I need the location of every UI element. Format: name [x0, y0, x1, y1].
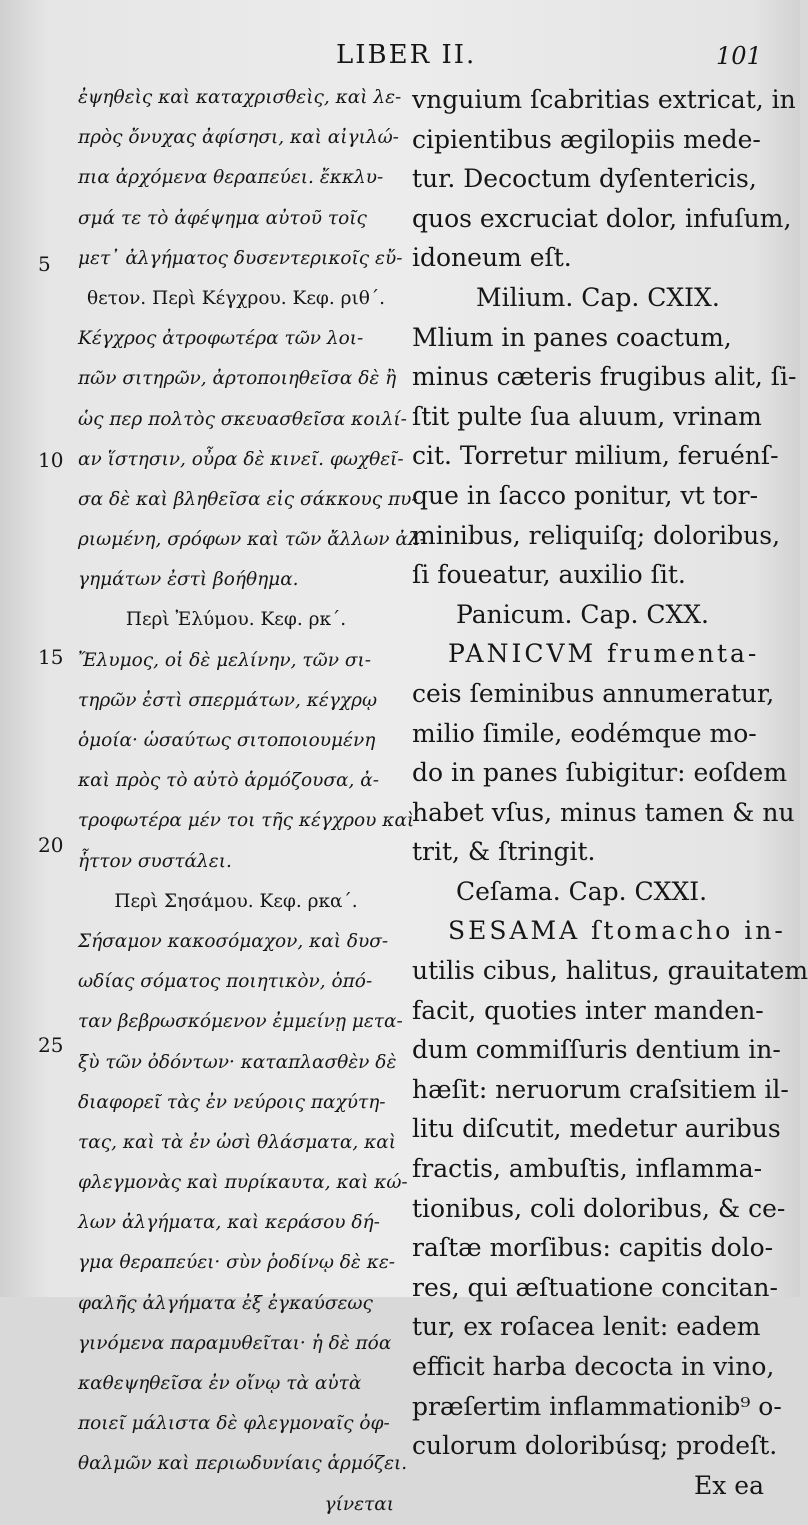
greek-line: φαλῆς ἀλγήματα ἐξ ἐγκαύσεως — [78, 1292, 373, 1314]
line-number: 15 — [38, 645, 64, 669]
greek-line: Ἔλυμος, οἱ δὲ μελίνην, τῶν σι- — [78, 649, 371, 671]
latin-line: facit, quoties inter manden- — [412, 995, 764, 1025]
greek-line: καθεψηθεῖσα ἐν οἴνῳ τὰ αὐτὰ — [78, 1373, 362, 1394]
latin-line: litu diſcutit, medetur auribus — [412, 1114, 781, 1144]
greek-chapter-heading-panicum: Περὶ Ἐλύμου. Κεφ. ρκ´. — [125, 609, 347, 631]
latin-line: dum commiſſuris dentium in- — [412, 1035, 781, 1065]
greek-line: ὡς περ πολτὸς σκευασθεῖσα κοιλί- — [78, 408, 407, 430]
latin-chapter-heading-milium: Milium. Cap. CXIX. — [476, 282, 720, 312]
greek-line: διαφορεῖ τὰς ἐν νεύροις παχύτη- — [78, 1091, 386, 1113]
greek-chapter-heading-milium: θετον. Περὶ Κέγχρου. Κεφ. ριθ´. — [86, 287, 386, 309]
latin-line: cit. Torretur milium, feruénſ- — [412, 441, 779, 471]
greek-line: πια ἀρχόμενα θεραπεύει. ἔκκλυ- — [78, 167, 384, 189]
greek-line: ξὺ τῶν ὀδόντων· καταπλασθὲν δὲ — [78, 1051, 397, 1073]
latin-line: Mlium in panes coactum, — [412, 322, 732, 352]
greek-line: τας, καὶ τὰ ἐν ὠσὶ θλάσματα, καὶ — [78, 1131, 396, 1153]
greek-line: τηρῶν ἐστὶ σπερμάτων, κέγχρῳ — [78, 689, 378, 711]
greek-line: γμα θεραπεύει· σὺν ῥοδίνῳ δὲ κε- — [78, 1252, 396, 1274]
greek-line: γημάτων ἐστὶ βοήθημα. — [78, 569, 299, 591]
latin-line: ſtit pulte ſua aluum, vrinam — [412, 401, 762, 431]
latin-line: PANICVM frumenta- — [448, 639, 760, 669]
latin-line: utilis cibus, halitus, grauitatem — [412, 956, 808, 986]
running-title: LIBER II. — [336, 40, 477, 70]
latin-line: cipientibus ægilopiis mede- — [412, 124, 761, 154]
latin-line: quos excruciat dolor, infuſum, — [412, 203, 792, 233]
latin-line: milio ſimile, eodémque mo- — [412, 718, 757, 748]
line-number: 20 — [38, 833, 64, 857]
greek-line: ταν βεβρωσκόμενον ἐμμείνῃ μετα- — [78, 1011, 403, 1033]
latin-line: res, qui æſtuatione concitan- — [412, 1272, 778, 1302]
latin-line: raſtæ morſibus: capitis dolo- — [412, 1233, 774, 1263]
latin-chapter-heading-sesama: Ceſama. Cap. CXXI. — [456, 876, 708, 906]
greek-line: καὶ πρὸς τὸ αὐτὸ ἁρμόζουσα, ἀ- — [78, 770, 379, 792]
latin-line: tionibus, coli doloribus, & ce- — [412, 1193, 786, 1223]
latin-line: trit, & ſtringit. — [412, 837, 596, 867]
greek-chapter-heading-sesama: Περὶ Σησάμου. Κεφ. ρκα´. — [114, 890, 358, 912]
latin-line: vnguium ſcabritias extricat, in — [412, 85, 796, 114]
latin-line: hæſit: neruorum craſsitiem il- — [412, 1074, 789, 1104]
greek-line: ποιεῖ μάλιστα δὲ φλεγμοναῖς ὀφ- — [78, 1413, 390, 1435]
catchword: γίνεται — [324, 1493, 394, 1515]
greek-line: ωδίας σόματος ποιητικὸν, ὁπό- — [78, 971, 373, 993]
latin-line: habet vſus, minus tamen & nu — [412, 797, 795, 827]
latin-line: do in panes ſubigitur: eoſdem — [412, 758, 788, 788]
greek-line: ἐψηθεὶς καὶ καταχρισθεὶς, καὶ λε- — [78, 87, 402, 108]
latin-line: tur. Decoctum dyſentericis, — [412, 164, 757, 194]
greek-line: πῶν σιτηρῶν, ἀρτοποιηθεῖσα δὲ ἢ — [78, 368, 397, 390]
line-number: 25 — [38, 1033, 64, 1057]
line-number: 5 — [38, 252, 51, 276]
greek-line: αν ἵστησιν, οὖρα δὲ κινεῖ. φωχθεῖ- — [78, 448, 404, 470]
greek-line: μετ᾽ ἀλγήματος δυσεντερικοῖς εὔ- — [78, 247, 403, 269]
latin-line: fractis, ambuſtis, inflamma- — [412, 1154, 763, 1184]
greek-line: ὁμοία· ὡσαύτως σιτοποιουμένη — [78, 730, 376, 751]
latin-line: idoneum eſt. — [412, 243, 572, 273]
latin-line: culorum doloribúsq; prodeſt. — [412, 1431, 778, 1461]
latin-line: que in ſacco ponitur, vt tor- — [412, 480, 759, 510]
latin-line: minibus, reliquiſq; doloribus, — [412, 520, 781, 550]
greek-line: Σήσαμον κακοσόμαχον, καὶ δυσ- — [78, 930, 389, 952]
greek-line: ριωμένη, σρόφων καὶ τῶν ἄλλων ἀλ- — [78, 529, 426, 551]
greek-line: σα δὲ καὶ βληθεῖσα εἰς σάκκους πυ- — [78, 488, 418, 510]
greek-line: σμά τε τὸ ἀφέψημα αὐτοῦ τοῖς — [78, 207, 367, 229]
latin-line: ceis ſeminibus annumeratur, — [412, 678, 775, 708]
greek-line: γινόμενα παραμυθεῖται· ἡ δὲ πόα — [78, 1332, 392, 1354]
latin-line: minus cæteris frugibus alit, ſi- — [412, 362, 797, 392]
latin-line: efficit harba decocta in vino, — [412, 1352, 775, 1381]
greek-text-column — [78, 78, 426, 1525]
latin-line: tur, ex roſacea lenit: eadem — [412, 1312, 761, 1342]
page-number: 101 — [716, 42, 762, 70]
greek-line: Κέγχρος ἀτροφωτέρα τῶν λοι- — [78, 328, 364, 350]
latin-line: præſertim inflammationib⁹ o- — [412, 1391, 782, 1421]
greek-line: ἧττον συστάλει. — [78, 850, 232, 872]
latin-line: SESAMA ſtomacho in- — [448, 916, 786, 946]
greek-line: πρὸς ὄνυχας ἀφίσησι, καὶ αἰγιλώ- — [78, 127, 399, 149]
latin-chapter-heading-panicum: Panicum. Cap. CXX. — [456, 599, 710, 629]
latin-line: ſi foueatur, auxilio ſit. — [412, 560, 686, 590]
greek-line: φλεγμονὰς καὶ πυρίκαυτα, καὶ κώ- — [78, 1172, 408, 1194]
greek-line: τροφωτέρα μέν τοι τῆς κέγχρου καὶ — [78, 810, 415, 832]
greek-line: θαλμῶν καὶ περιωδυνίαις ἁρμόζει. — [78, 1453, 408, 1475]
line-number: 10 — [38, 448, 64, 472]
latin-text-column — [412, 80, 808, 1505]
catchword: Ex ea — [694, 1470, 764, 1500]
greek-line: λων ἀλγήματα, καὶ κεράσου δή- — [78, 1212, 380, 1234]
